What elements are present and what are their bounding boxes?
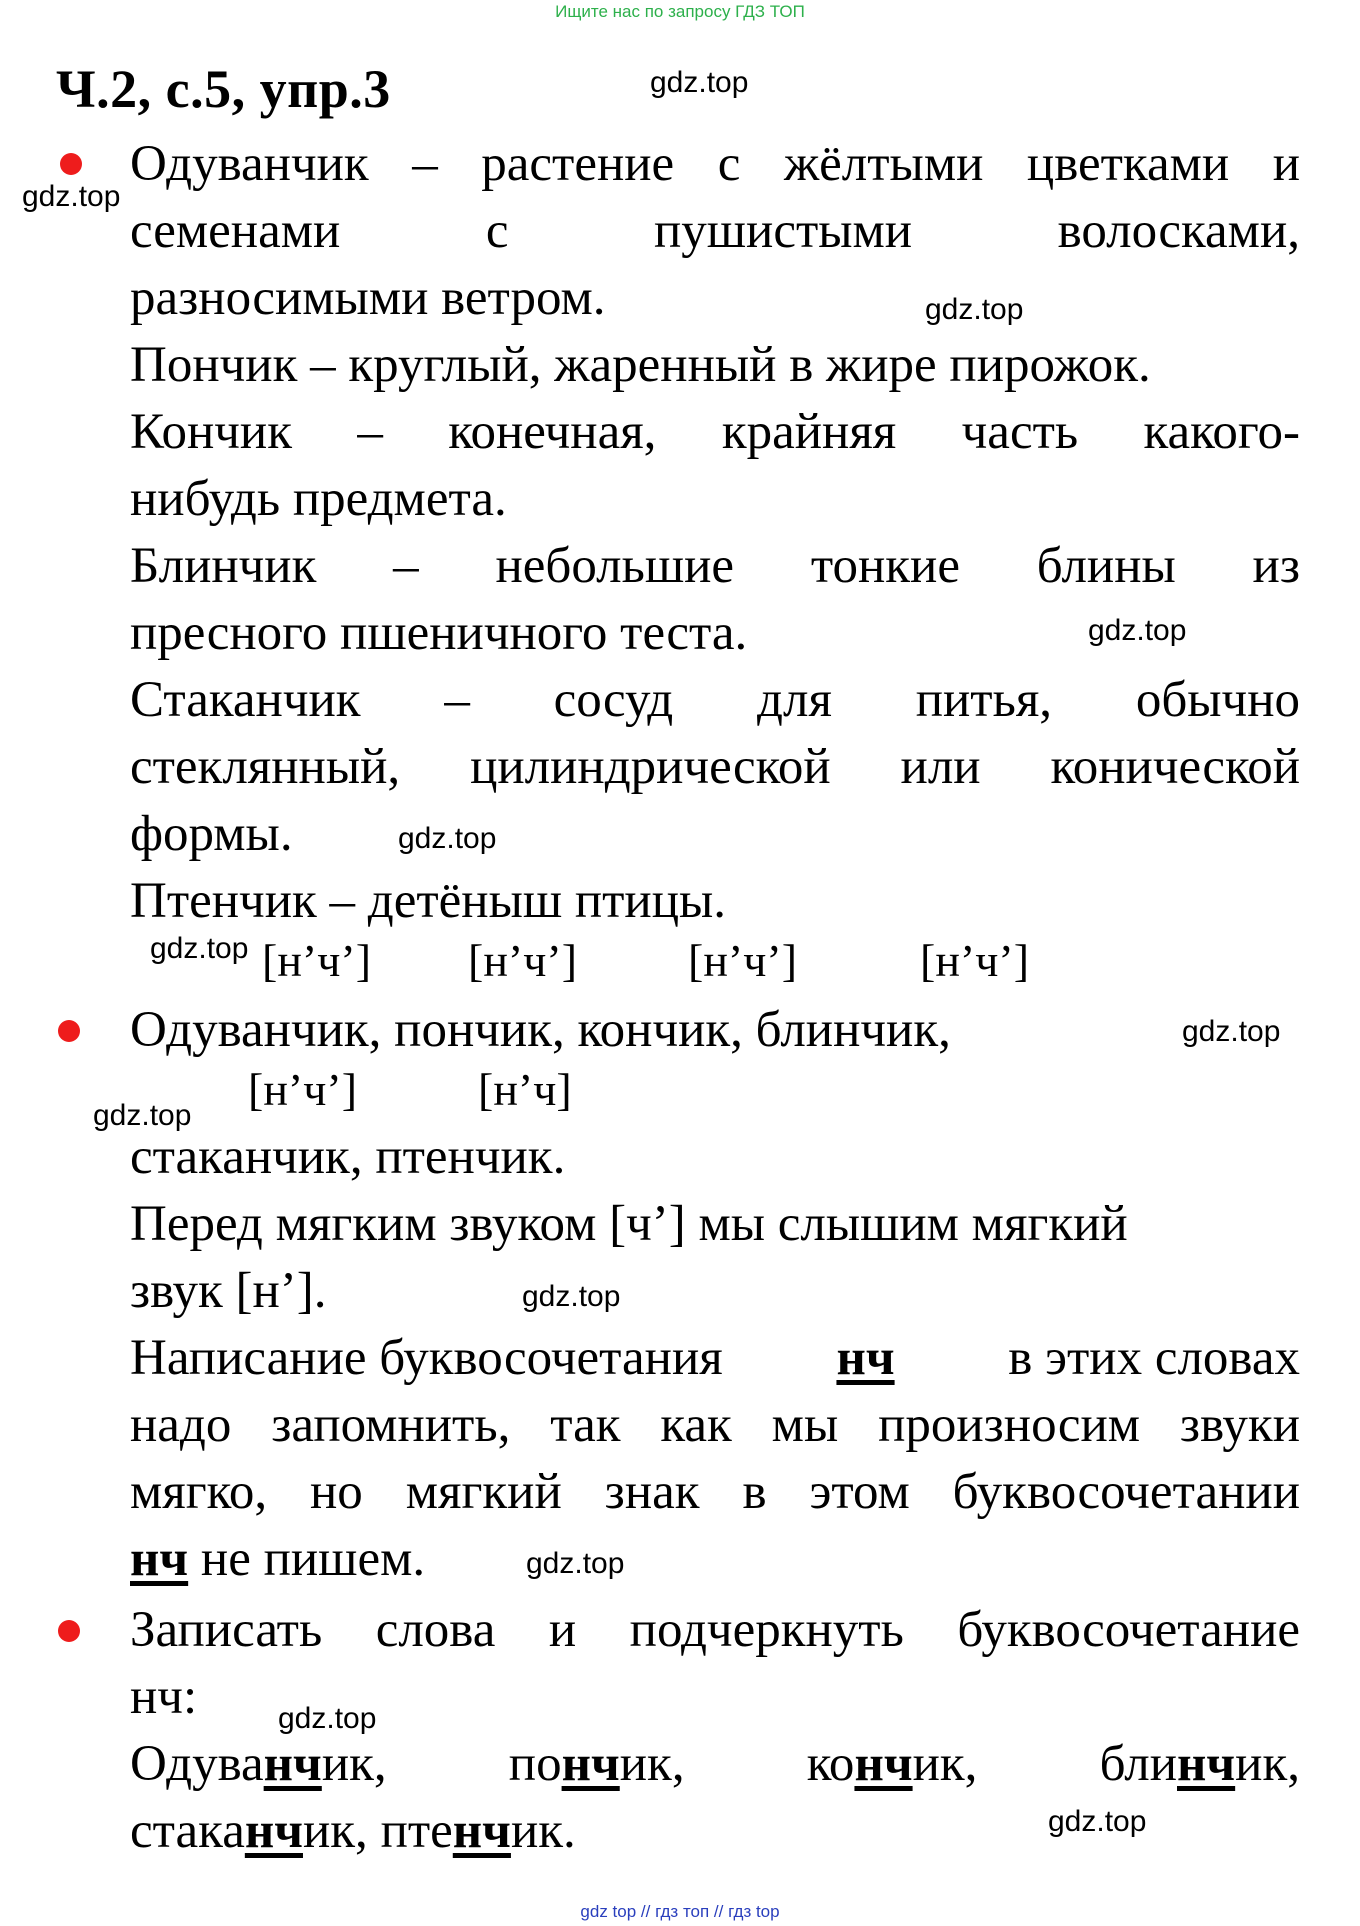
- definition-line: Одуванчик – растение с жёлтыми цветками и: [130, 136, 1300, 192]
- header-note: Ищите нас по запросу ГДЗ ТОП: [555, 2, 805, 21]
- answer-line: [130, 1734, 1300, 1794]
- footer-note: gdz top // гдз топ // гдз top: [580, 1902, 780, 1921]
- watermark: gdz.top: [522, 1280, 621, 1313]
- task-line: Записать слова и подчеркнуть буквосочетание: [130, 1602, 1300, 1658]
- word-list-line: Одуванчик, пончик, кончик, блинчик,: [130, 1002, 951, 1058]
- answer-word: блинчик,: [1099, 1736, 1300, 1792]
- watermark: gdz.top: [278, 1702, 377, 1735]
- transcription: [н’ч’]: [248, 1064, 358, 1115]
- definition-line: формы.: [130, 806, 293, 862]
- definition-line: семенами с пушистыми волосками,: [130, 203, 1300, 259]
- answer-word: Одуванчик,: [130, 1736, 387, 1792]
- text: в этих словах: [1008, 1330, 1300, 1386]
- definition-line: разносимыми ветром.: [130, 270, 606, 326]
- bullet-3: [58, 1620, 80, 1642]
- word-list-line: стаканчик, птенчик.: [130, 1129, 566, 1185]
- transcription: [н’ч]: [478, 1064, 572, 1115]
- answer-word: пончик,: [508, 1736, 685, 1792]
- explanation-line: мягко, но мягкий знак в этом буквосочетании: [130, 1464, 1300, 1520]
- highlight-nch: нч: [263, 1736, 322, 1792]
- transcription: [н’ч’]: [262, 935, 372, 986]
- explanation-line: Перед мягким звуком [ч’] мы слышим мягкий: [130, 1196, 1128, 1252]
- highlight-nch: нч: [130, 1531, 189, 1587]
- highlight-nch: нч: [244, 1803, 303, 1859]
- watermark: gdz.top: [93, 1099, 192, 1132]
- highlight-nch: нч: [452, 1803, 511, 1859]
- watermark: gdz.top: [1088, 614, 1187, 647]
- bullet-2: [58, 1020, 80, 1042]
- watermark: gdz.top: [150, 932, 249, 965]
- watermark: gdz.top: [925, 293, 1024, 326]
- answer-line: [130, 1801, 576, 1861]
- text: Написание буквосочетания: [130, 1330, 723, 1386]
- definition-line: пресного пшеничного теста.: [130, 605, 748, 661]
- definition-line: Птенчик – детёныш птицы.: [130, 873, 727, 929]
- transcription: [н’ч’]: [920, 935, 1030, 986]
- explanation-line: [130, 1529, 425, 1589]
- text: не пишем.: [188, 1531, 426, 1587]
- definition-line: стеклянный, цилиндрической или конической: [130, 739, 1300, 795]
- answer-word: стаканчик,: [130, 1803, 368, 1859]
- definition-line: нибудь предмета.: [130, 471, 507, 527]
- task-line: нч:: [130, 1669, 198, 1725]
- highlight-nch: нч: [854, 1736, 913, 1792]
- highlight-nch: нч: [561, 1736, 620, 1792]
- explanation-line: звук [н’].: [130, 1263, 327, 1319]
- watermark: gdz.top: [650, 66, 749, 99]
- transcription: [н’ч’]: [688, 935, 798, 986]
- definition-line: Блинчик – небольшие тонкие блины из: [130, 538, 1300, 594]
- definition-line: Пончик – круглый, жаренный в жире пирожок.: [130, 337, 1151, 393]
- highlight-nch: нч: [836, 1330, 895, 1386]
- watermark: gdz.top: [526, 1547, 625, 1580]
- explanation-line: [130, 1328, 1300, 1388]
- bullet-1: [60, 153, 82, 175]
- definition-line: Стаканчик – сосуд для питья, обычно: [130, 672, 1300, 728]
- page-title: Ч.2, с.5, упр.3: [56, 59, 391, 119]
- answer-word: птенчик.: [380, 1803, 576, 1859]
- explanation-line: надо запомнить, так как мы произносим звуки: [130, 1397, 1300, 1453]
- watermark: gdz.top: [398, 822, 497, 855]
- answer-word: кончик,: [806, 1736, 978, 1792]
- transcription: [н’ч’]: [468, 935, 578, 986]
- highlight-nch: нч: [1177, 1736, 1236, 1792]
- watermark: gdz.top: [22, 180, 121, 213]
- watermark: gdz.top: [1048, 1805, 1147, 1838]
- definition-line: Кончик – конечная, крайняя часть какого-: [130, 404, 1300, 460]
- watermark: gdz.top: [1182, 1015, 1281, 1048]
